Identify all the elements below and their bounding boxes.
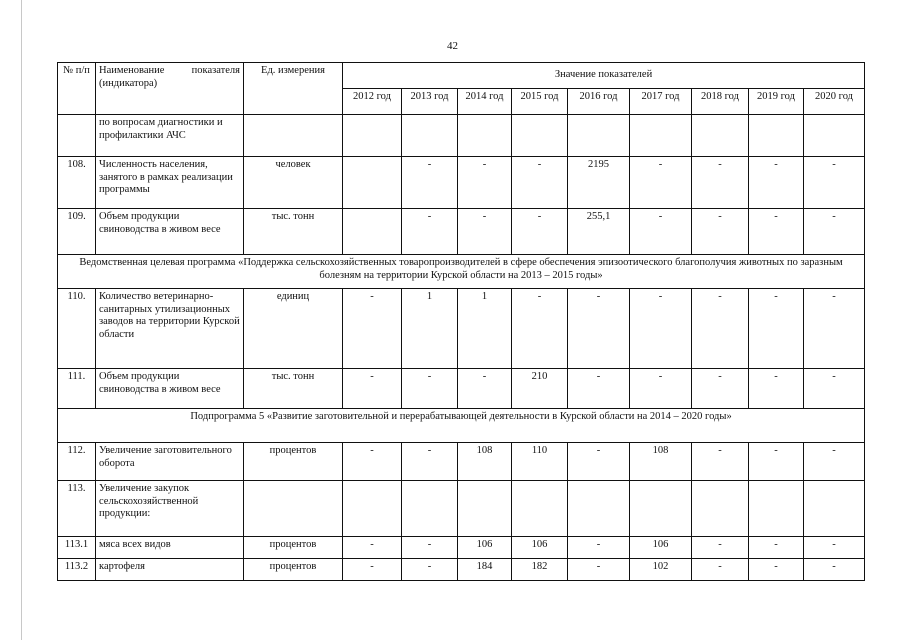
indicator-value: - [568, 369, 630, 409]
indicator-value: 182 [512, 559, 568, 581]
unit-of-measure: единиц [244, 289, 343, 369]
indicator-value [343, 209, 402, 255]
row-number: 110. [58, 289, 96, 369]
indicator-value: - [343, 369, 402, 409]
indicator-value [749, 481, 804, 537]
unit-of-measure: процентов [244, 559, 343, 581]
indicator-value: - [458, 369, 512, 409]
indicator-value: 2195 [568, 157, 630, 209]
indicator-value [512, 481, 568, 537]
indicator-value: 1 [402, 289, 458, 369]
indicator-value: - [402, 559, 458, 581]
indicator-value: 106 [512, 537, 568, 559]
indicator-value: - [692, 209, 749, 255]
indicator-value [402, 481, 458, 537]
indicator-value: - [568, 559, 630, 581]
indicator-value [343, 157, 402, 209]
indicator-name: Увеличение заготовительного оборота [96, 443, 244, 481]
indicator-value: - [749, 559, 804, 581]
indicator-name: Увеличение закупок сельскохозяйственной продукции: [96, 481, 244, 537]
indicator-value: 108 [458, 443, 512, 481]
header-values: Значение показателей [343, 63, 865, 89]
header-year: 2018 год [692, 89, 749, 115]
indicator-name: Объем продукции свиноводства в живом весе [96, 369, 244, 409]
header-num: № п/п [58, 63, 96, 115]
indicator-value: - [630, 369, 692, 409]
indicator-value: 184 [458, 559, 512, 581]
table-row [58, 559, 865, 581]
indicator-value [402, 115, 458, 157]
indicator-value: - [804, 289, 865, 369]
indicator-name: картофеля [96, 559, 244, 581]
indicator-value [458, 481, 512, 537]
indicator-value: - [343, 443, 402, 481]
indicator-value: - [343, 289, 402, 369]
indicator-value: - [804, 157, 865, 209]
indicator-value: - [402, 537, 458, 559]
indicator-value: - [692, 369, 749, 409]
indicator-value: 110 [512, 443, 568, 481]
indicator-value: - [749, 443, 804, 481]
indicator-value: - [749, 289, 804, 369]
header-year: 2020 год [804, 89, 865, 115]
indicator-value: - [692, 443, 749, 481]
indicator-value: - [749, 537, 804, 559]
indicator-value [512, 115, 568, 157]
unit-of-measure: процентов [244, 537, 343, 559]
header-year: 2019 год [749, 89, 804, 115]
unit-of-measure: человек [244, 157, 343, 209]
indicator-value: - [804, 443, 865, 481]
indicator-value: 1 [458, 289, 512, 369]
indicator-name: мяса всех видов [96, 537, 244, 559]
table-row [58, 443, 865, 481]
section-title: Ведомственная целевая программа «Поддержка сельскохозяйственных товаропроизводителей в сфере обеспечения эпизоотического благополучия животных по заразным болезням на территории Курской области на 2013 – 2015 годы» [58, 255, 865, 289]
indicator-value [749, 115, 804, 157]
indicator-value: - [692, 289, 749, 369]
indicator-value [630, 481, 692, 537]
header-year: 2015 год [512, 89, 568, 115]
indicator-value [630, 115, 692, 157]
indicator-value: - [804, 559, 865, 581]
row-number [58, 115, 96, 157]
indicator-value: - [343, 537, 402, 559]
indicator-value [804, 115, 865, 157]
row-number: 113. [58, 481, 96, 537]
table-row [58, 209, 865, 255]
indicator-name: Численность населения, занятого в рамках реализации программы [96, 157, 244, 209]
unit-of-measure: процентов [244, 443, 343, 481]
indicator-value: 106 [630, 537, 692, 559]
indicator-value: - [749, 369, 804, 409]
row-number: 108. [58, 157, 96, 209]
indicator-value: - [343, 559, 402, 581]
indicator-value: - [568, 289, 630, 369]
indicator-value: - [402, 209, 458, 255]
table-row [58, 289, 865, 369]
indicator-name: по вопросам диагностики и профилактики АЧС [96, 115, 244, 157]
indicator-value [804, 481, 865, 537]
indicator-value: 106 [458, 537, 512, 559]
indicator-value: - [692, 537, 749, 559]
table-row [58, 537, 865, 559]
indicator-name: Количество ветеринарно-санитарных утилизационных заводов на территории Курской области [96, 289, 244, 369]
indicator-value: - [692, 157, 749, 209]
indicator-value: - [568, 443, 630, 481]
indicator-value: - [568, 537, 630, 559]
indicator-value: - [804, 369, 865, 409]
row-number: 109. [58, 209, 96, 255]
indicator-value: - [458, 209, 512, 255]
indicator-value: - [512, 209, 568, 255]
header-row-1 [58, 63, 865, 89]
indicator-value [568, 481, 630, 537]
section-row [58, 409, 865, 443]
header-year: 2014 год [458, 89, 512, 115]
indicator-value: 108 [630, 443, 692, 481]
indicator-value: - [630, 157, 692, 209]
header-year: 2013 год [402, 89, 458, 115]
indicator-value: - [402, 369, 458, 409]
unit-of-measure: тыс. тонн [244, 209, 343, 255]
page-number: 42 [447, 40, 458, 52]
indicator-value: - [749, 157, 804, 209]
unit-of-measure [244, 115, 343, 157]
indicator-value: - [749, 209, 804, 255]
row-number: 113.2 [58, 559, 96, 581]
indicator-value: - [804, 537, 865, 559]
section-row [58, 255, 865, 289]
indicator-value: - [630, 209, 692, 255]
indicator-value [692, 115, 749, 157]
table-row [58, 369, 865, 409]
indicator-value: - [512, 157, 568, 209]
header-year: 2012 год [343, 89, 402, 115]
header-unit: Ед. измерения [244, 63, 343, 115]
header-year: 2016 год [568, 89, 630, 115]
unit-of-measure: тыс. тонн [244, 369, 343, 409]
section-title: Подпрограмма 5 «Развитие заготовительной и перерабатывающей деятельности в Курской области на 2014 – 2020 годы» [58, 409, 865, 443]
indicator-value [692, 481, 749, 537]
indicator-value [343, 481, 402, 537]
indicator-value: - [458, 157, 512, 209]
table-row [58, 157, 865, 209]
indicator-value [568, 115, 630, 157]
indicator-value: - [630, 289, 692, 369]
scan-margin-line [21, 0, 22, 640]
indicator-value: 102 [630, 559, 692, 581]
indicator-value: - [804, 209, 865, 255]
row-number: 112. [58, 443, 96, 481]
row-number: 111. [58, 369, 96, 409]
table-row [58, 115, 865, 157]
header-year: 2017 год [630, 89, 692, 115]
row-number: 113.1 [58, 537, 96, 559]
indicator-value: - [402, 443, 458, 481]
indicator-value: - [692, 559, 749, 581]
indicator-value: 210 [512, 369, 568, 409]
indicator-value [343, 115, 402, 157]
table-row [58, 481, 865, 537]
unit-of-measure [244, 481, 343, 537]
indicator-value: - [512, 289, 568, 369]
indicator-value [458, 115, 512, 157]
indicators-table [57, 62, 865, 581]
header-name: Наименование показателя (индикатора) [96, 63, 244, 115]
indicator-value: 255,1 [568, 209, 630, 255]
indicator-name: Объем продукции свиноводства в живом весе [96, 209, 244, 255]
indicator-value: - [402, 157, 458, 209]
